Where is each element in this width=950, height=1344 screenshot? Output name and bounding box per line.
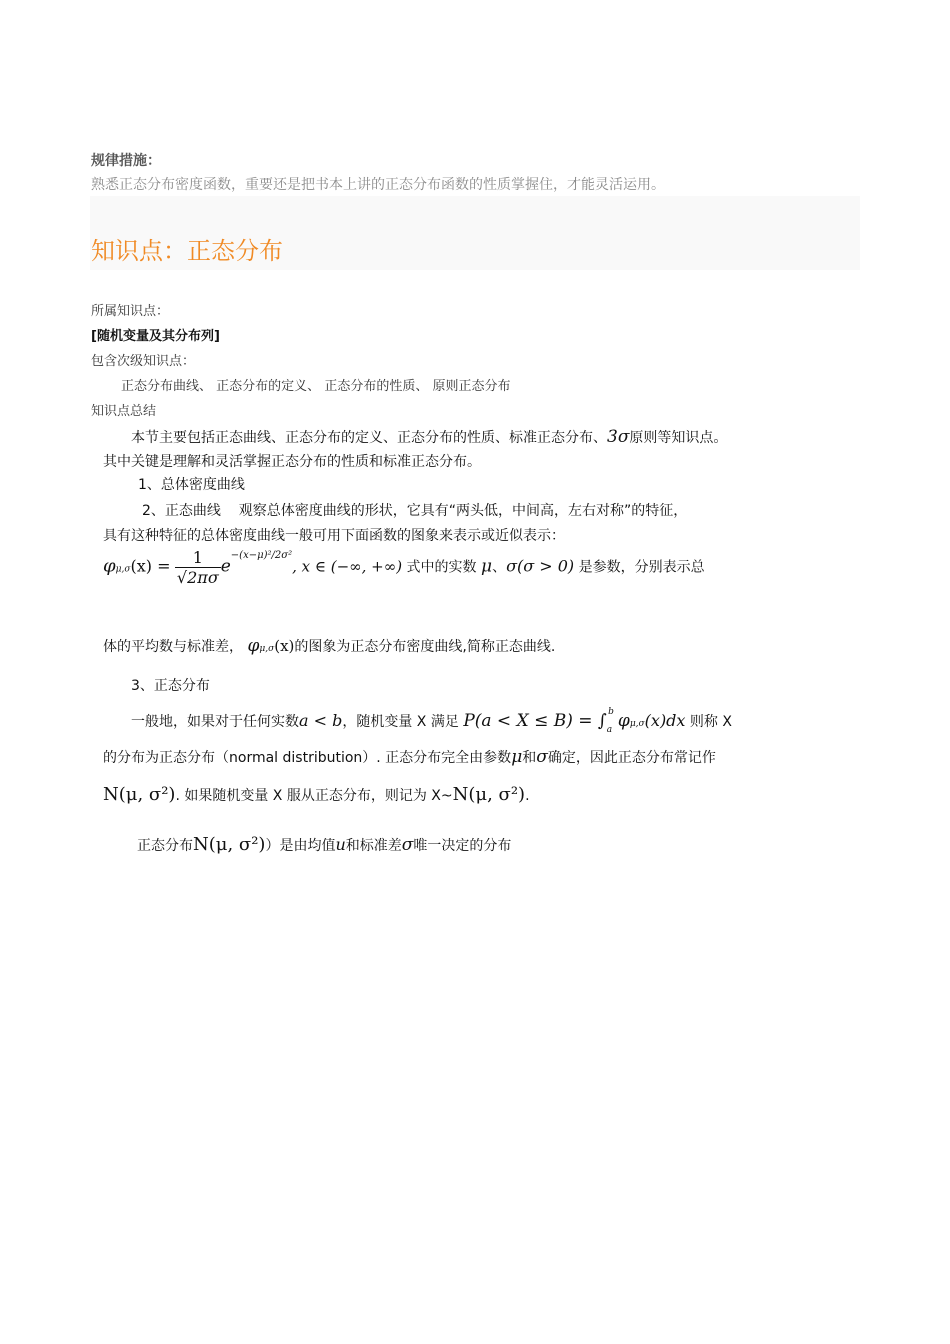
phi-argument-inline: (x) (274, 637, 295, 655)
a-less-b: a < b (299, 711, 343, 730)
u-symbol: u (335, 835, 346, 854)
normal-notation-2: N(μ, σ²) (452, 784, 526, 805)
item-1-heading: 1、总体密度曲线 (138, 477, 245, 493)
measures-text: 熟悉正态分布密度函数，重要还是把书本上讲的正态分布函数的性质掌握住，才能灵活运用。 (91, 177, 665, 193)
definition-text-3: 则称 X (689, 714, 732, 730)
sub-item-link[interactable]: 原则正态分布 (432, 379, 511, 394)
definition-text-5: 确定，因此正态分布常记作 (547, 750, 716, 766)
integral-lower-limit: a (606, 725, 613, 735)
measures-label: 规律措施： (91, 153, 161, 169)
mu-symbol: μ (481, 556, 493, 577)
summary-line-2: 其中关键是理解和灵活掌握正态分布的性质和标准正态分布。 (103, 454, 481, 470)
phi-subscript: μ,σ (115, 564, 131, 575)
exp-base: e (220, 556, 231, 577)
formula-text-1: 式中的实数 (406, 559, 477, 576)
knowledge-point-title: 知识点：正态分布 (91, 237, 283, 265)
item-2-text: 观察总体密度曲线的形状，它具有“两头低，中间高，左右对称”的特征， (238, 503, 688, 519)
probability-integral: P(a < X ≤ B) = ∫ (463, 711, 607, 731)
sigma-symbol-def: σ (536, 747, 548, 767)
formula-separator: 、 (492, 559, 507, 576)
mu-symbol-def: μ (511, 747, 523, 767)
final-text-4: 唯一决定的分布 (413, 838, 512, 854)
formula-fraction (175, 548, 221, 587)
density-formula (103, 548, 705, 618)
exp-exponent: −(x−μ)²/2σ² (230, 549, 293, 561)
formula-domain: , x ∈ (−∞, +∞) (292, 557, 403, 576)
definition-line-2 (103, 747, 716, 767)
integral-upper-limit: b (608, 707, 614, 717)
sub-knowledge-list (121, 375, 510, 394)
belongs-label: 所属知识点： (91, 304, 170, 319)
normal-notation-1: N(μ, σ²) (103, 784, 176, 805)
item-2-heading: 2、正态曲线 (142, 503, 221, 519)
fraction-denominator: √2πσ (176, 568, 219, 587)
notation-text: . 如果随机变量 X 服从正态分布，则记为 X~ (175, 788, 453, 804)
item-2-text-4: 的图象为正态分布密度曲线,简称正态曲线. (294, 639, 556, 655)
item-2-line-2: 具有这种特征的总体密度曲线一般可用下面函数的图象来表示或近似表示： (103, 528, 565, 544)
sub-knowledge-label: 包含次级知识点： (91, 354, 196, 369)
definition-text-2: ，随机变量 X 满足 (342, 714, 459, 730)
sigma-symbol-final: σ (401, 835, 414, 855)
summary-label: 知识点总结 (91, 404, 157, 419)
item-2-text-3: 体的平均数与标准差， (103, 639, 243, 655)
phi-def-tail: (x)dx (644, 711, 686, 730)
phi-subscript-inline: μ,σ (259, 644, 275, 654)
phi-symbol: φ (103, 555, 116, 577)
sub-item-link[interactable]: 正态分布的定义、 (216, 379, 321, 394)
final-text-2: ）是由均值 (265, 838, 336, 854)
phi-argument: (x) = (130, 556, 171, 576)
item-2-line-3 (103, 636, 555, 656)
summary-line-1-tail: 原则等知识点。 (629, 430, 728, 446)
fraction-numerator: 1 (175, 548, 221, 568)
notation-line (103, 784, 530, 805)
definition-text-4: 的分布为正态分布（normal distribution）. 正态分布完全由参数 (103, 750, 512, 766)
sub-item-link[interactable]: 正态分布曲线、 (121, 379, 213, 394)
sigma-condition: σ(σ > 0) (506, 556, 575, 576)
final-text-1: 正态分布 (137, 838, 193, 854)
summary-line-1-text: 本节主要包括正态曲线、正态分布的定义、正态分布的性质、标准正态分布、 (131, 430, 607, 446)
item-3-heading: 3、正态分布 (131, 678, 210, 694)
final-line (137, 834, 511, 855)
sub-item-link[interactable]: 正态分布的性质、 (324, 379, 429, 394)
final-notation: N(μ, σ²) (193, 834, 266, 855)
notation-end: . (525, 788, 530, 804)
formula-text-2: 是参数，分别表示总 (578, 559, 705, 576)
phi-symbol-inline: φ (247, 636, 260, 656)
phi-subscript-def: μ,σ (629, 719, 645, 729)
definition-and: 和 (522, 750, 537, 766)
final-text-3: 和标准差 (345, 838, 402, 854)
three-sigma-symbol: 3σ (607, 427, 630, 447)
summary-line-1 (131, 427, 727, 447)
definition-line-1 (131, 707, 732, 735)
definition-text-1: 一般地，如果对于任何实数 (131, 714, 299, 730)
phi-symbol-def: φ (617, 711, 630, 731)
belongs-value-link[interactable]: [随机变量及其分布列] (91, 329, 220, 344)
item-2-line-1 (142, 500, 687, 520)
